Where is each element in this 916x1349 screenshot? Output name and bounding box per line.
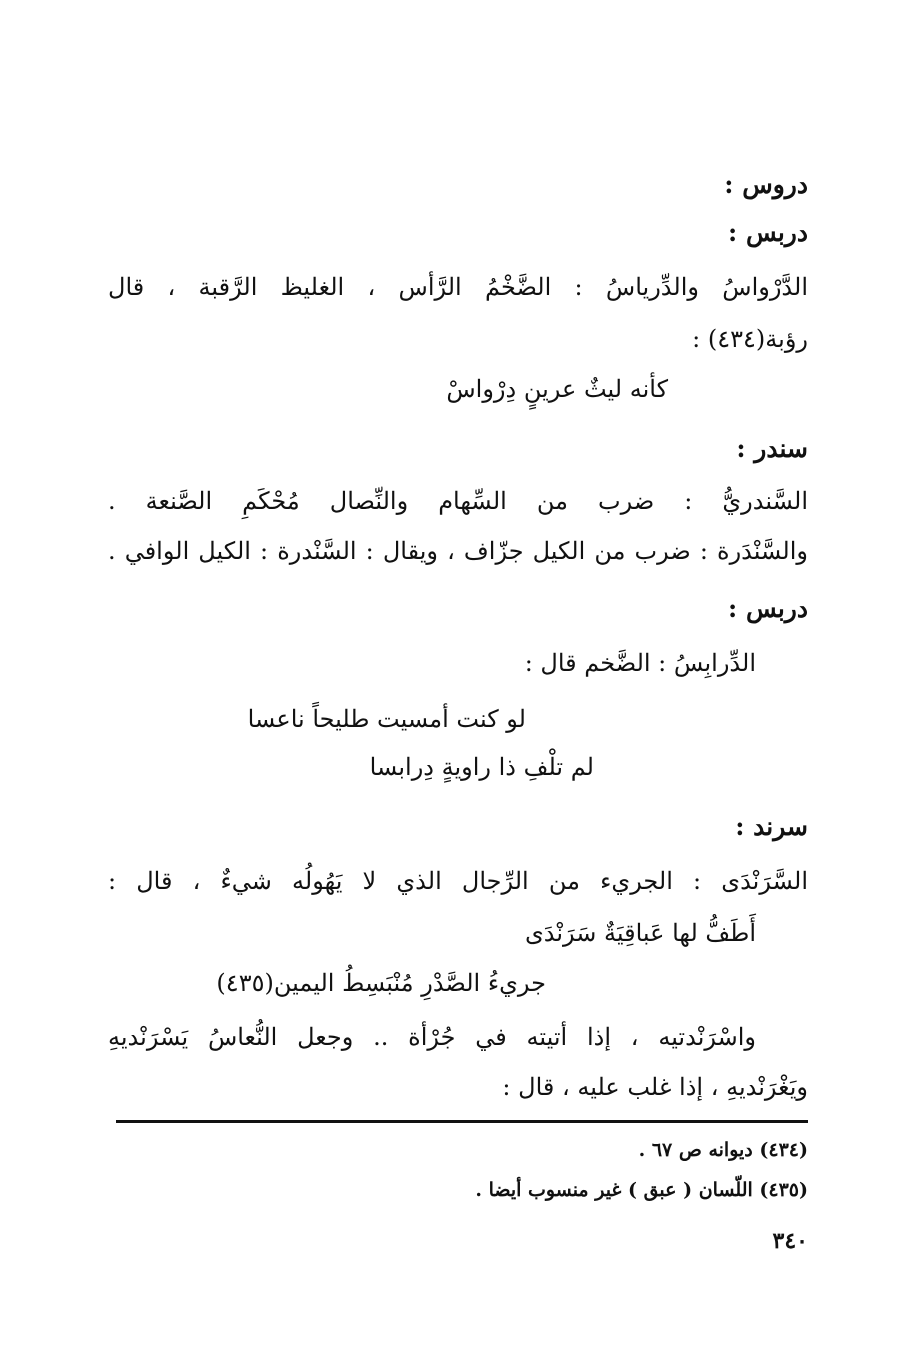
paragraph-sarandi-line1: السَّرَنْدَى : الجريء من الرِّجال الذي لا يَهُولُه شيءٌ ، قال : — [108, 867, 808, 895]
verse-ruba: كأنه ليثٌ عرينٍ دِرْواسْ — [446, 375, 668, 403]
footnote-divider — [116, 1120, 808, 1123]
paragraph-isrand-line2: ويَغْرَنْديهِ ، إذا غلب عليه ، قال : — [502, 1073, 808, 1101]
footnote-434: (٤٣٤) ديوانه ص ٦٧ . — [638, 1139, 808, 1161]
entry-heading-durus: دروس : — [724, 170, 808, 199]
footnote-435: (٤٣٥) اللّسان ( عبق ) غير منسوب أيضا . — [475, 1179, 808, 1201]
entry-heading-darbas-2: دربس : — [728, 594, 808, 623]
paragraph-sandari-line1: السَّندريُّ : ضرب من السِّهام والنِّصال مُحْكَمِ الصَّنعة . — [108, 487, 808, 515]
verse-line-a: لو كنت أمسيت طليحاً ناعسا — [247, 705, 526, 733]
verse-line-b: لم تلْفِ ذا راويةٍ دِرابسا — [369, 753, 594, 781]
entry-heading-sandar: سندر : — [736, 434, 808, 463]
entry-heading-darbas: دربس : — [728, 218, 808, 247]
paragraph-darabis: الدِّرابِسُ : الضَّخم قال : — [524, 649, 756, 677]
entry-heading-sarand: سرند : — [735, 812, 808, 841]
paragraph-darwas-line1: الدَّرْواسُ والدِّرياسُ : الضَّخْمُ الرَّأس ، الغليظ الرَّقبة ، قال — [108, 273, 808, 301]
paragraph-sandari-line2: والسَّنْدَرة : ضرب من الكيل جزّاف ، ويقال : السَّنْدرة : الكيل الوافي . — [108, 537, 808, 565]
page-number: ٣٤٠ — [772, 1228, 808, 1254]
verse-line-c: أَطَفُّ لها عَباقِيَةٌ سَرَنْدَى — [524, 919, 756, 947]
paragraph-isrand-line1: واسْرَنْدتيه ، إذا أتيته في جُرْأة .. وجعل النُّعاسُ يَسْرَنْديهِ — [108, 1023, 756, 1051]
paragraph-darwas-line2: رؤبة(٤٣٤) : — [692, 325, 808, 353]
verse-line-d: جريءُ الصَّدْرِ مُنْبَسِطُ اليمين(٤٣٥) — [216, 969, 546, 997]
